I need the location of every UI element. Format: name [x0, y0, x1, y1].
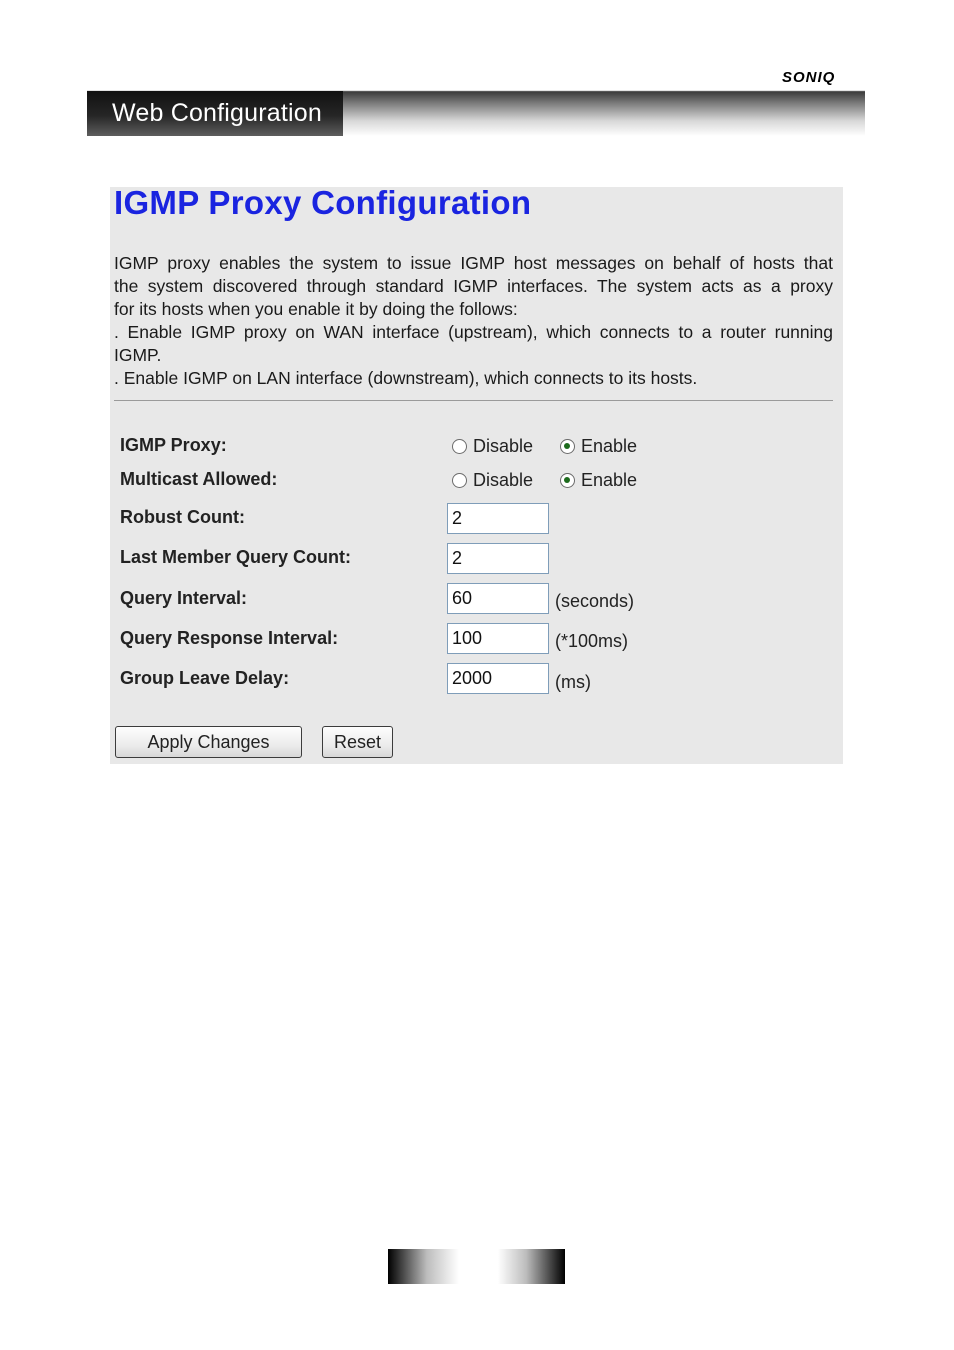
- radio-checked-icon: [560, 473, 575, 488]
- radio-label: Disable: [473, 470, 534, 490]
- description-line: . Enable IGMP on LAN interface (downstream), which connects to its hosts.: [114, 368, 698, 388]
- description-line: . Enable IGMP proxy on WAN interface (upstream), which connects to a router running: [114, 322, 833, 342]
- radio-label: Enable: [581, 470, 638, 490]
- description-line: for its hosts when you enable it by doing the follows:: [114, 299, 518, 319]
- query-interval-input[interactable]: [447, 583, 549, 614]
- igmp-proxy-disable-radio[interactable]: [452, 436, 533, 457]
- footer-gradient-block: [388, 1249, 565, 1284]
- query-interval-label: Query Interval:: [120, 588, 248, 608]
- divider: [114, 400, 833, 401]
- brand-logo: SONIQ: [782, 69, 836, 86]
- multicast-allowed-label: Multicast Allowed:: [120, 469, 278, 489]
- radio-checked-icon: [560, 439, 575, 454]
- multicast-enable-radio[interactable]: [560, 470, 637, 491]
- query-interval-unit: (seconds): [555, 591, 635, 611]
- igmp-proxy-enable-radio[interactable]: [560, 436, 637, 457]
- radio-circle-icon: [452, 473, 467, 488]
- query-response-interval-input[interactable]: [447, 623, 549, 654]
- group-leave-delay-label: Group Leave Delay:: [120, 668, 290, 688]
- radio-label: Disable: [473, 436, 534, 456]
- last-member-query-count-label: Last Member Query Count:: [120, 547, 352, 567]
- radio-label: Enable: [581, 436, 638, 456]
- group-leave-delay-unit: (ms): [555, 672, 591, 692]
- description-line: IGMP.: [114, 345, 162, 365]
- apply-changes-button[interactable]: Apply Changes: [115, 726, 302, 758]
- robust-count-label: Robust Count:: [120, 507, 245, 527]
- description-line: IGMP proxy enables the system to issue IGMP host messages on behalf of hosts that: [114, 253, 833, 273]
- last-member-query-count-input[interactable]: [447, 543, 549, 574]
- multicast-disable-radio[interactable]: [452, 470, 533, 491]
- section-title: Web Configuration: [112, 99, 323, 127]
- robust-count-input[interactable]: [447, 503, 549, 534]
- query-response-interval-unit: (*100ms): [555, 631, 629, 651]
- radio-circle-icon: [452, 439, 467, 454]
- igmp-proxy-label: IGMP Proxy:: [120, 435, 227, 455]
- query-response-interval-label: Query Response Interval:: [120, 628, 339, 648]
- group-leave-delay-input[interactable]: [447, 663, 549, 694]
- page-title: IGMP Proxy Configuration: [114, 184, 532, 221]
- page-description: [114, 252, 833, 390]
- description-line: the system discovered through standard IGMP interfaces. The system acts as a proxy: [114, 276, 833, 296]
- reset-button[interactable]: Reset: [322, 726, 393, 758]
